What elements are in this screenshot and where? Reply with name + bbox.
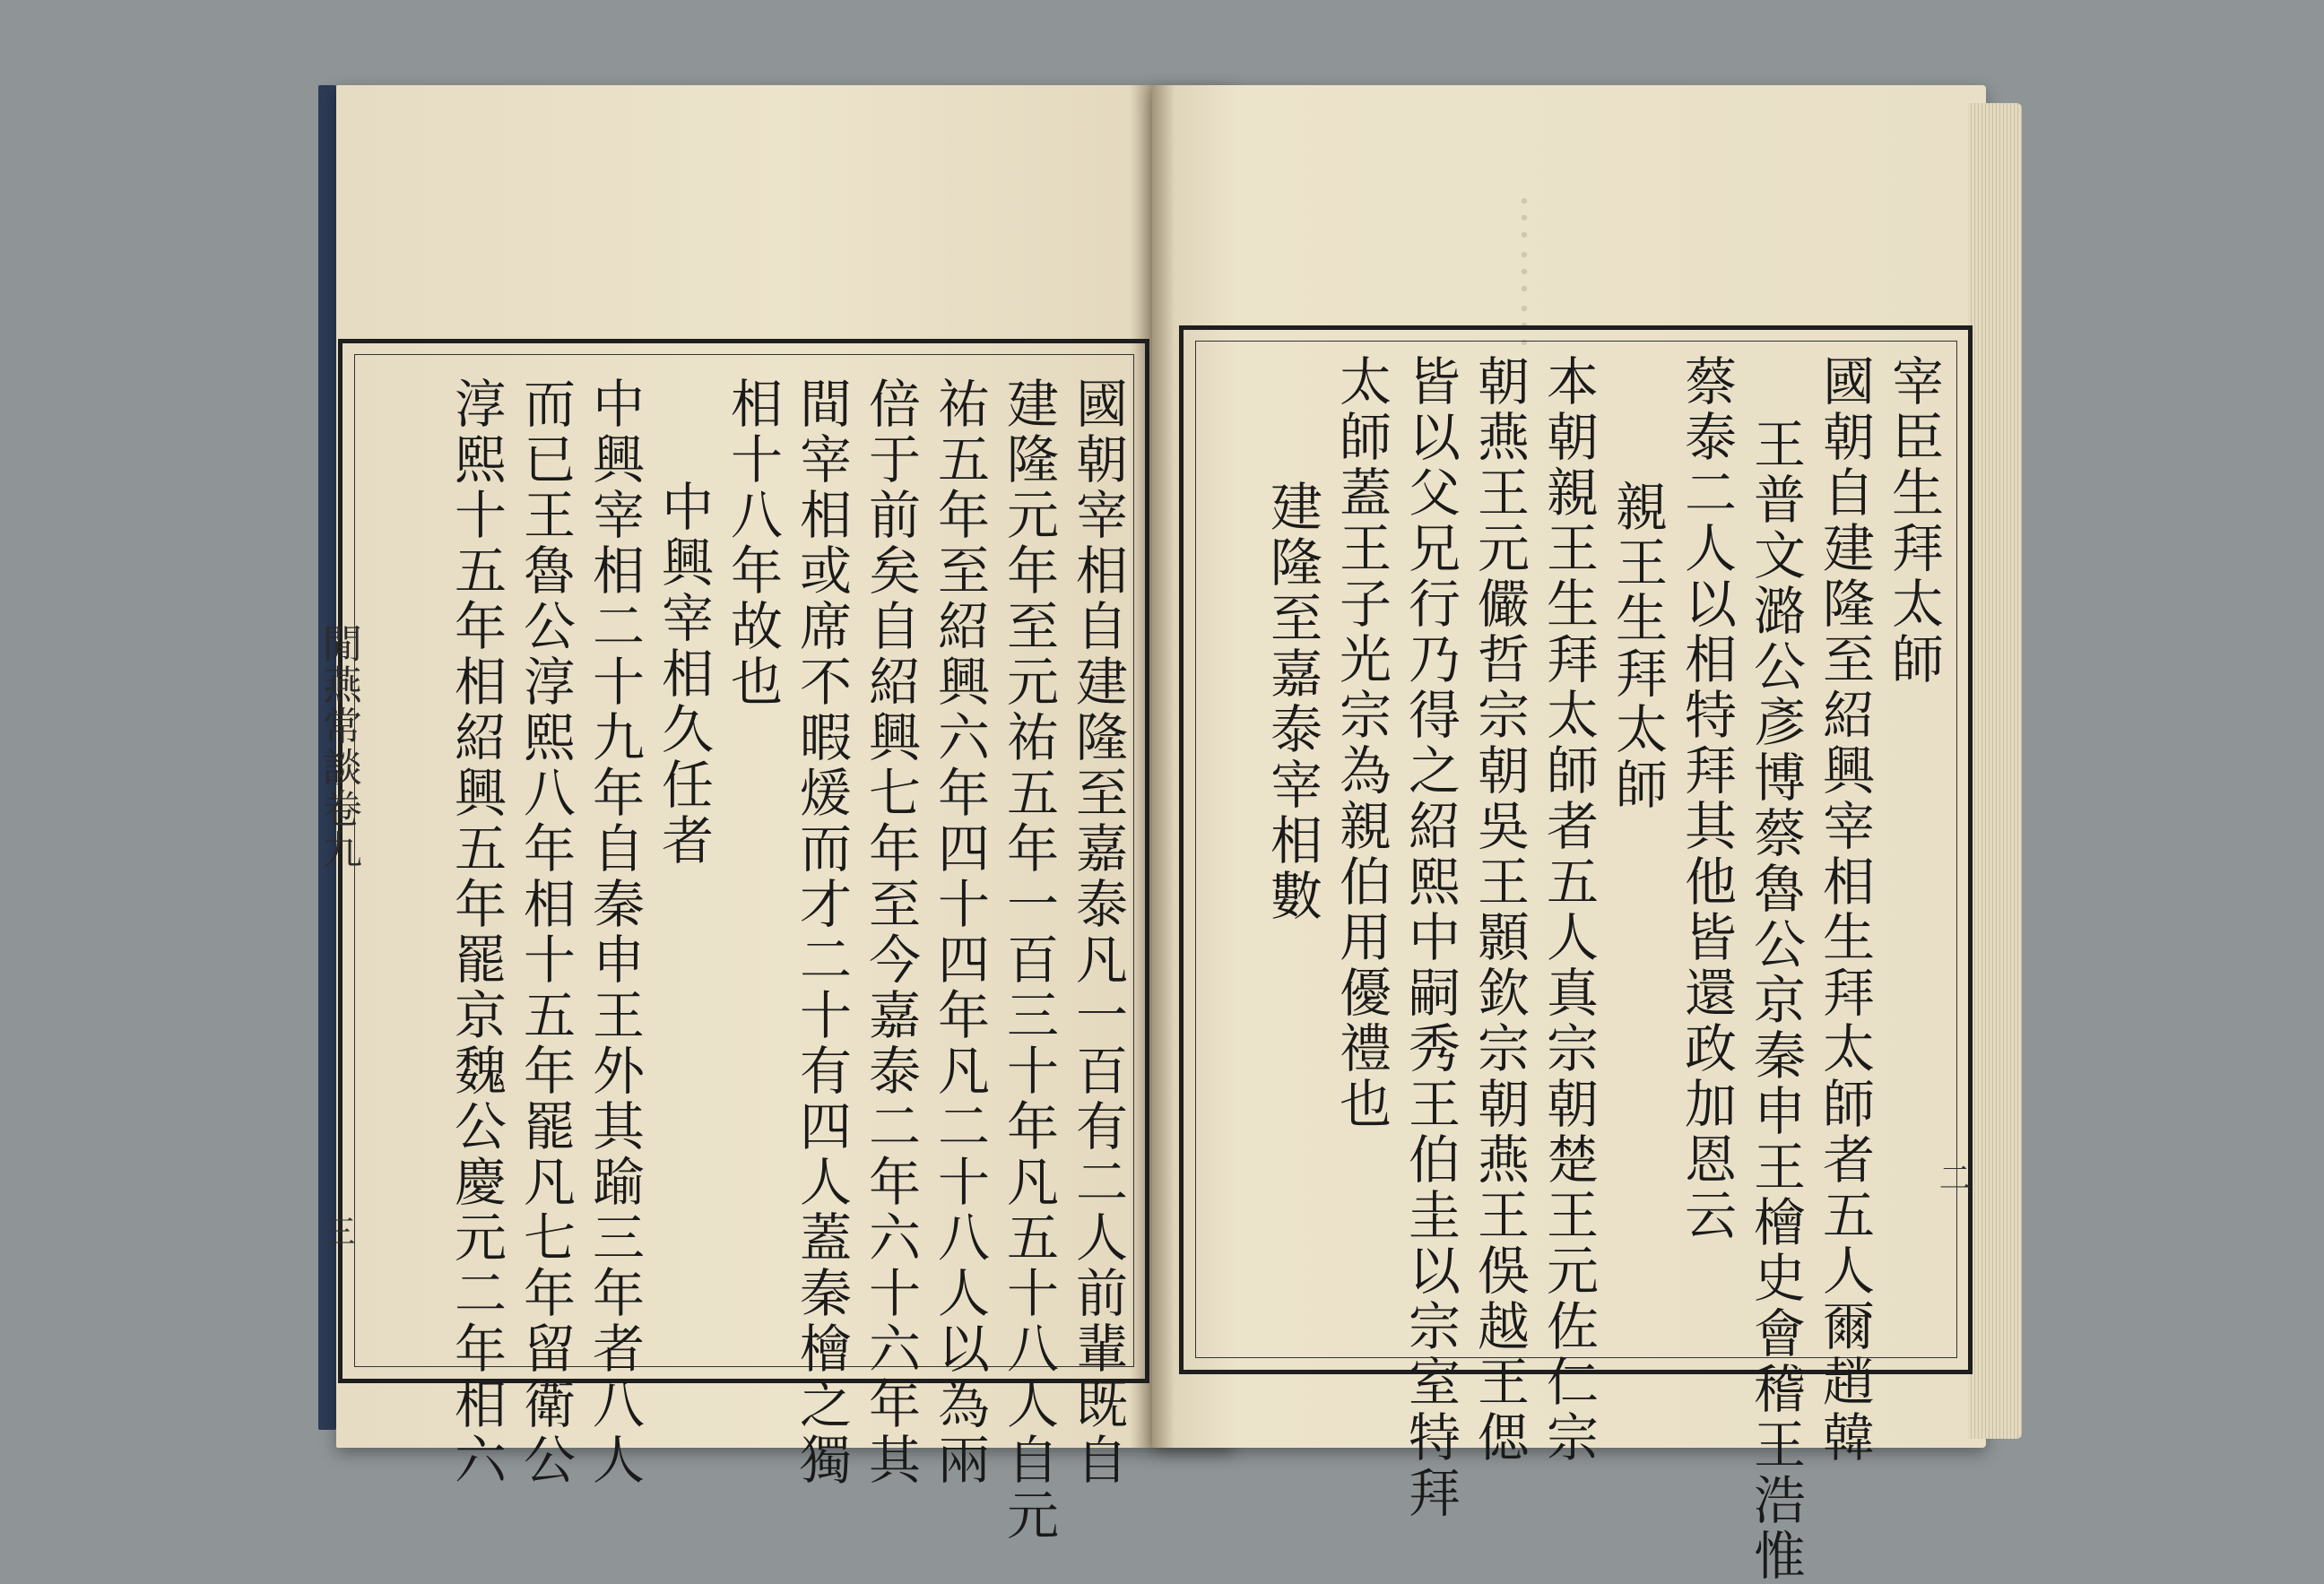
left-folio: 三 [318, 1215, 355, 1247]
right-column-4: 蔡泰二人以相特拜其他皆還政加恩云 [1676, 354, 1737, 1243]
left-column-2: 建隆元年至元祐五年一百三十年凡五十八人自元 [998, 377, 1059, 1544]
left-column-1: 國朝宰相自建隆至嘉泰凡一百有二人前輩既自 [1067, 377, 1128, 1488]
right-column-6: 本朝親王生拜太師者五人真宗朝楚王元佐仁宗 [1538, 354, 1599, 1466]
left-column-9: 而已王魯公淳熙八年相十五年罷凡七年留衛公 [515, 377, 576, 1488]
right-column-3: 王普文潞公彥博蔡魯公京秦申王檜史會稽王浩惟 [1745, 417, 1806, 1584]
page-edges [1968, 103, 2022, 1439]
right-column-2: 國朝自建隆至紹興宰相生拜太師者五人爾趙韓 [1814, 354, 1875, 1466]
left-column-4: 倍于前矣自紹興七年至今嘉泰二年六十六年其 [860, 377, 921, 1488]
left-column-3: 祐五年至紹興六年四十四年凡二十八人以為兩 [929, 377, 990, 1488]
show-through-text: ︙︙︙ [1491, 193, 1549, 354]
right-column-heading-3: 建隆至嘉泰宰相數 [1262, 480, 1322, 924]
left-margin-title: 閒燕常談卷九 [316, 623, 361, 870]
right-column-9: 太師蓋王子光宗為親伯用優禮也 [1331, 354, 1392, 1132]
right-column-heading-1: 宰臣生拜太師 [1883, 354, 1944, 688]
left-column-6: 相十八年故也 [722, 377, 783, 710]
right-folio: 二 [1934, 1161, 1971, 1193]
right-column-8: 皆以父兄行乃得之紹熙中嗣秀王伯圭以宗室特拜 [1400, 354, 1461, 1521]
open-book [316, 85, 2022, 1584]
left-column-10: 淳熙十五年相紹興五年罷京魏公慶元二年相六 [446, 377, 507, 1488]
right-column-heading-2: 親王生拜太師 [1607, 480, 1668, 813]
left-column-8: 中興宰相二十九年自秦申王外其踰三年者八人 [584, 377, 645, 1488]
right-column-7: 朝燕王元儼哲宗朝吳王顥欽宗朝燕王俁越王偲 [1469, 354, 1530, 1466]
left-column-5: 間宰相或席不暇煖而才二十有四人蓋秦檜之獨 [791, 377, 852, 1488]
left-column-heading: 中興宰相久任者 [653, 480, 714, 869]
